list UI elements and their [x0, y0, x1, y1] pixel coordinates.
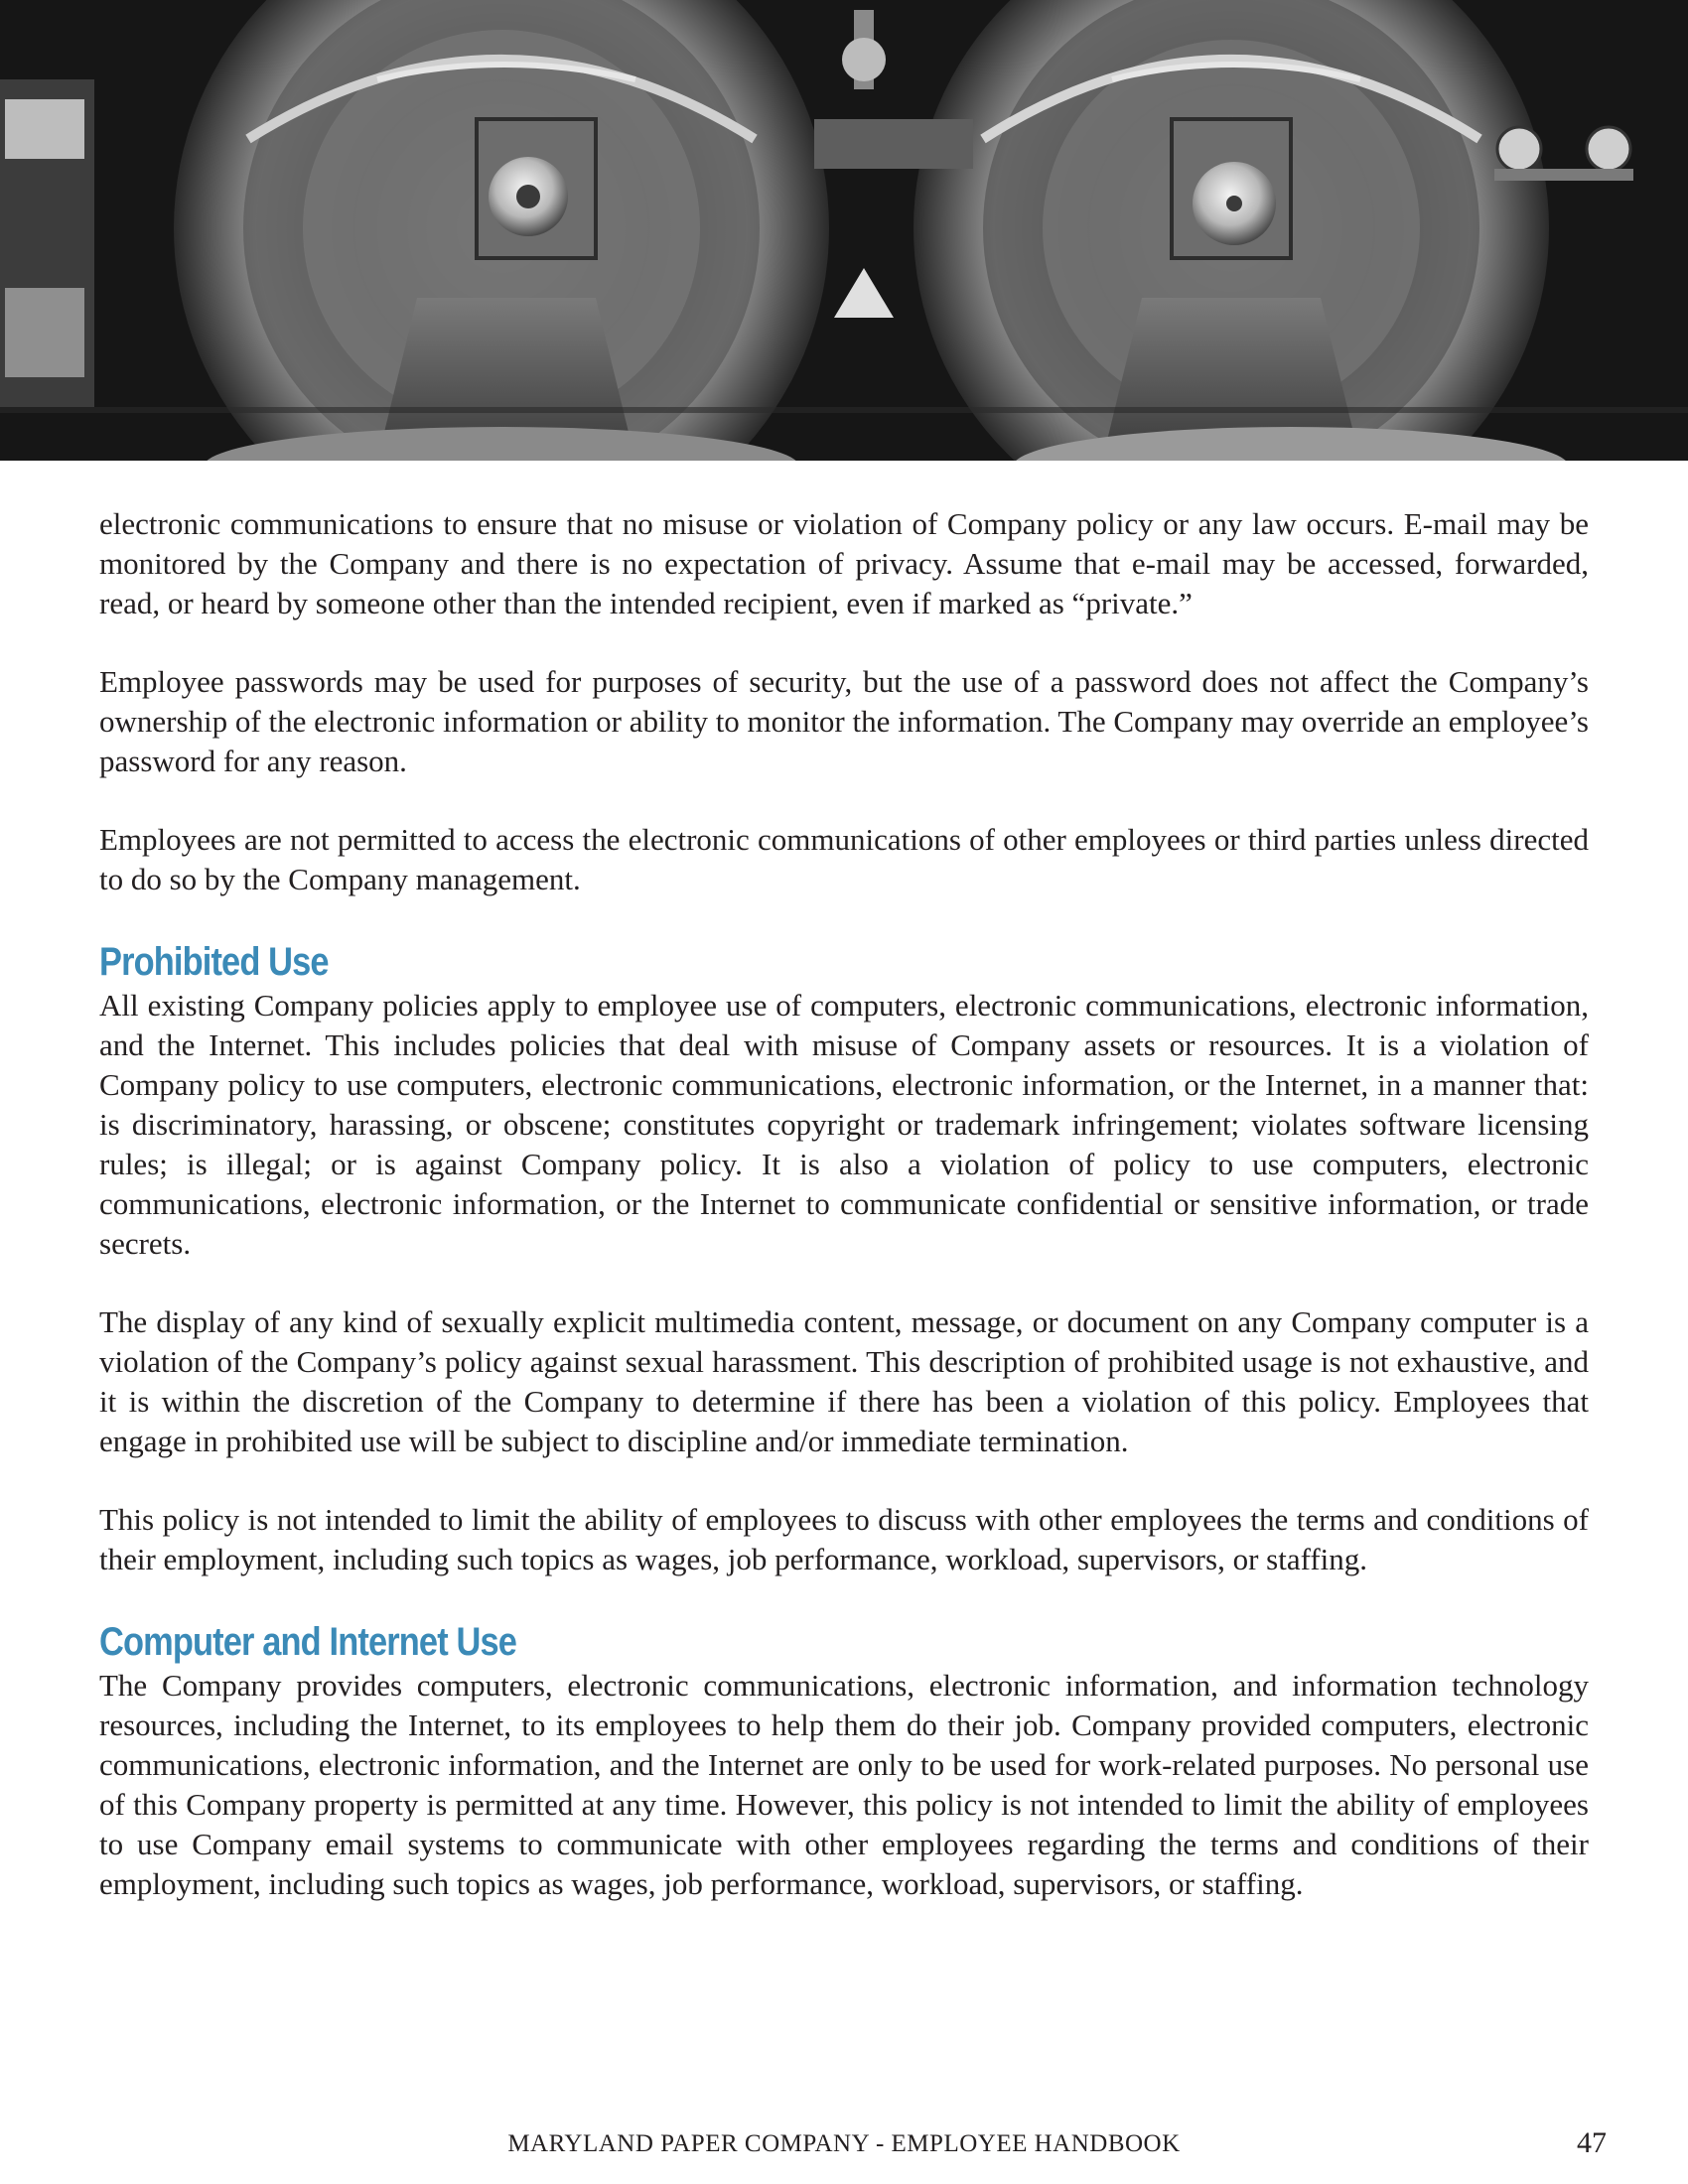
footer-handbook-title: MARYLAND PAPER COMPANY - EMPLOYEE HANDBOOK — [507, 2130, 1181, 2157]
page-content — [99, 504, 1589, 1943]
prohibited-use-paragraph-harassment: The display of any kind of sexually explicit multimedia content, message, or document on any Company computer is a violation of the Company’s policy against sexual harassment. This description of prohibited usage is not exhaustive, and it is within the discretion of the Company to determine if there has been a violation of this policy. Employees that engage in prohibited use will be subject to discipline and/or immediate termination. — [99, 1304, 1589, 1458]
prohibited-use-paragraph-limits: This policy is not intended to limit the ability of employees to discuss with other employees the terms and conditions of their employment, including such topics as wages, job performance, workload, supervisors, or staffing. — [99, 1502, 1589, 1576]
section-heading-computer-internet-use: Computer and Internet Use — [99, 1620, 517, 1664]
section-heading-prohibited-use: Prohibited Use — [99, 940, 329, 984]
computer-use-paragraph: The Company provides computers, electronic communications, electronic information, and information technology resources, including the Internet, to its employees to help them do their job. Company provided computers, electronic communications, electronic information, and the Internet are only to be used for work-related purposes. No personal use of this Company property is permitted at any time. However, this policy is not intended to limit the ability of employees to use Company email systems to communicate with other employees regarding the terms and conditions of their employment, including such topics as wages, job performance, workload, supervisors, or staffing. — [99, 1668, 1589, 1901]
page-footer — [0, 2126, 1688, 2166]
paper-mill-rollers-image — [0, 0, 1688, 461]
intro-paragraph-monitoring: electronic communications to ensure that no misuse or violation of Company policy or any law occurs. E-mail may be monitored by the Company and there is no expectation of privacy. Assume that e-mail may be accessed, forwarded, read, or heard by someone other than the intended recipient, even if marked as “private.” — [99, 506, 1589, 620]
intro-paragraph-access: Employees are not permitted to access the electronic communications of other employees or third parties unless directed to do so by the Company management. — [99, 822, 1589, 896]
prohibited-use-paragraph-policies: All existing Company policies apply to employee use of computers, electronic communications, electronic information, and the Internet. This includes policies that deal with misuse of Company assets or resources. It is a violation of Company policy to use computers, electronic communications, electronic information, or the Internet, in a manner that: is discriminatory, harassing, or obscene; constitutes copyright or trademark infringement; violates software licensing rules; is illegal; or is against Company policy. It is also a violation of policy to use computers, electronic communications, electronic information, or the Internet to communicate confidential or sensitive information, or trade secrets. — [99, 988, 1589, 1261]
intro-paragraph-passwords: Employee passwords may be used for purposes of security, but the use of a password does not affect the Company’s ownership of the electronic information or ability to monitor the information. The Company may override an employee’s password for any reason. — [99, 664, 1589, 778]
page-number: 47 — [1577, 2126, 1607, 2159]
header-photo-paper-mill-rollers — [0, 0, 1688, 461]
